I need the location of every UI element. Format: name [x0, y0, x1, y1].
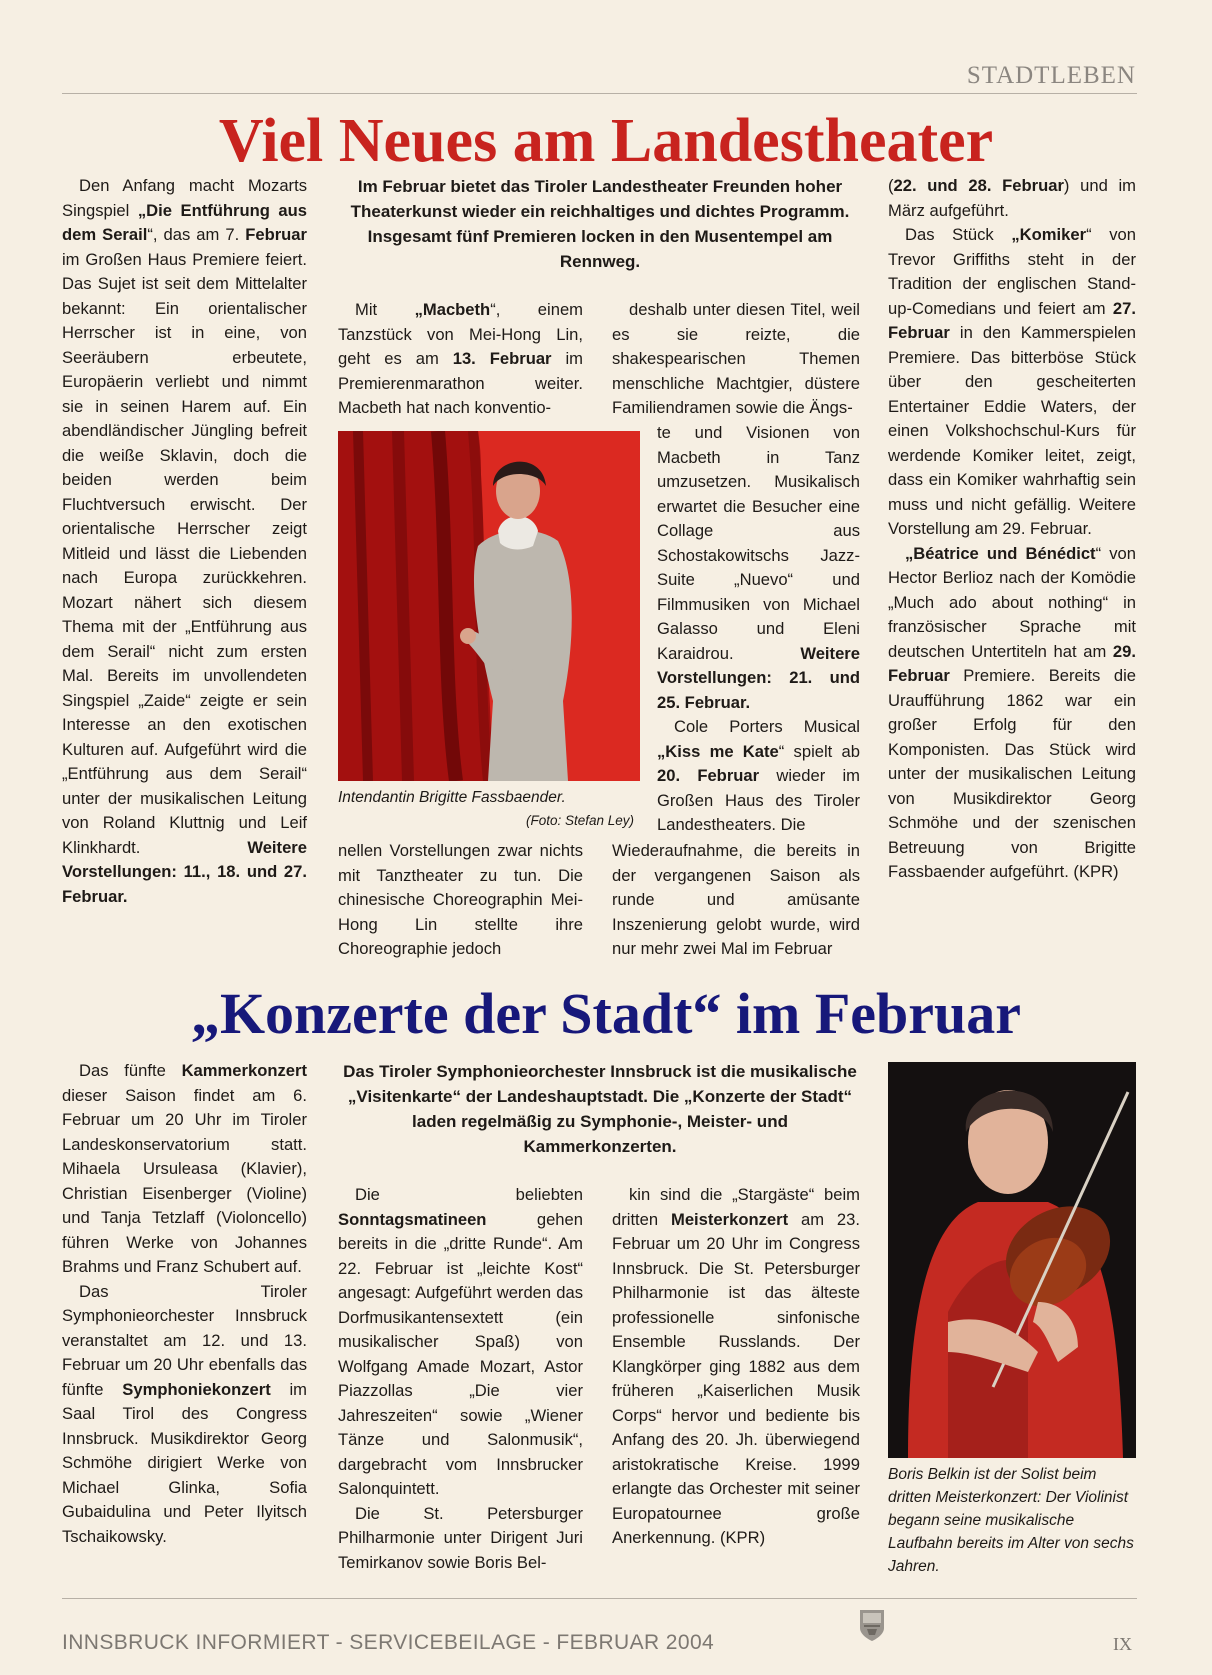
- paragraph: Cole Porters Musical „Kiss me Kate“ spielt ab 20. Februar wieder im Großen Haus des Tiroler Landestheaters. Die: [657, 717, 860, 834]
- article1-caption: Intendantin Brigitte Fassbaender.: [338, 789, 566, 806]
- article2-col3: [612, 1183, 860, 1551]
- paragraph: Mit „Macbeth“, einem Tanzstück von Mei-Hong Lin, geht es am 13. Februar im Premierenmarathon weiter. Macbeth hat nach konventio-: [338, 300, 583, 417]
- article1-headline: Viel Neues am Landestheater: [218, 107, 994, 175]
- paragraph: nellen Vorstellungen zwar nichts mit Tanztheater zu tun. Die chinesische Choreographin Mei-Hong Lin stellte ihre Choreographie jedoch: [338, 841, 583, 958]
- article1-col4: [888, 174, 1136, 885]
- paragraph: Das Tiroler Symphonieorchester Innsbruck veranstaltet am 12. und 13. Februar um 20 Uhr ebenfalls das fünfte Symphoniekonzert im Saal Tirol des Congress Innsbruck. Musikdirektor Georg Schmöhe dirigiert Werke von Michael Glinka, Sofia Gubaidulina und Peter Ilyitsch Tschaikowsky.: [62, 1281, 307, 1546]
- article1-col3-top: [612, 298, 860, 421]
- paragraph: (22. und 28. Februar) und im März aufgeführt.: [888, 176, 1136, 220]
- page-number: IX: [1113, 1634, 1132, 1654]
- paragraph: deshalb unter diesen Titel, weil es sie reizte, die shakespearischen Themen menschliche Machtgier, düstere Familiendramen sowie die Ängs-: [612, 300, 860, 417]
- paragraph: Den Anfang macht Mozarts Singspiel „Die Entführung aus dem Serail“, das am 7. Februar im Großen Haus Premiere feiert. Das Sujet ist seit dem Mittelalter bekannt: Ein orientalischer Herrscher ist in eine, von Seeräubern erbeutete, Europäerin verliebt und nimmt sie in seinen Harem auf. Ein abendländischer Jüngling befreit die weiße Sklavin, doch die beiden werden beim Fluchtversuch erwischt. Der orientalische Herrscher zeigt Mitleid und lässt die Liebenden nach Europa zurückkehren. Mozart nähert sich diesem Thema mit der „Entführung aus dem Serail“ nicht zum ersten Mal. Bereits im unvollendeten Singspiel „Zaide“ zeigte er sein Interesse an den exotischen Kulturen auf. Aufgeführt wird die „Entführung aus dem Serail“ unter der musikalischen Leitung von Roland Kluttnig und Leif Klinkhardt. Weitere Vorstellungen: 11., 18. und 27. Februar.: [62, 176, 307, 906]
- article1-col3-bottom: [612, 839, 860, 962]
- paragraph: kin sind die „Stargäste“ beim dritten Meisterkonzert am 23. Februar um 20 Uhr im Congress Innsbruck. Die St. Petersburger Philharmonie ist das älteste professionelle sinfonische Ensemble Russlands. Der Klangkörper ging 1882 aus dem früheren „Kaiserlichen Musik Corps“ hervor und bediente bis Anfang des 20. Jh. überwiegend aristokratische Kreise. 1999 erlangte das Orchester mit seiner Europatournee große Anerkennung. (KPR): [612, 1185, 860, 1547]
- article1-col2-top: [338, 298, 583, 421]
- paragraph: te und Visionen von Macbeth in Tanz umzusetzen. Musikalisch erwartet die Besucher eine Collage aus Schostakowitschs Jazz-Suite „Nuevo“ und Filmmusiken von Michael Galasso und Eleni Karaidrou. Weitere Vorstellungen: 21. und 25. Februar.: [657, 423, 860, 712]
- article1-col2-bottom: [338, 839, 583, 962]
- article1-col3-narrow: [657, 421, 860, 838]
- article2-headline: „Konzerte der Stadt“ im Februar: [190, 981, 1022, 1046]
- article2-caption: Boris Belkin ist der Solist beim dritten Meisterkonzert: Der Violinist begann seine musikalische Laufbahn bereits im Alter von sechs Jahren.: [888, 1466, 1134, 1575]
- footer-text: INNSBRUCK INFORMIERT - SERVICEBEILAGE - FEBRUAR 2004: [62, 1631, 715, 1654]
- paragraph: „Béatrice und Bénédict“ von Hector Berlioz nach der Komödie „Much ado about nothing“ in französischer Sprache mit deutschen Untertiteln hat am 29. Februar Premiere. Bereits die Uraufführung 1862 war ein großer Erfolg für den Komponisten. Das Stück wird unter der musikalischen Leitung von Musikdirektor Georg Schmöhe und der szenischen Betreuung von Brigitte Fassbaender aufgeführt. (KPR): [888, 543, 1137, 881]
- article1-col1: [62, 174, 307, 909]
- article2-col2: [338, 1183, 583, 1575]
- article1-photo-credit: (Foto: Stefan Ley): [526, 813, 635, 828]
- paragraph: Das Stück „Komiker“ von Trevor Griffiths steht in der Tradition der englischen Stand-up-Comedians und feiert am 27. Februar in den Kammerspielen Premiere. Das bitterböse Stück über den gescheiterten Entertainer Eddie Waters, der einen Volkshochschul-Kurs für werdende Komiker leitet, zeigt, dass ein Komiker wahrhaftig sein muss und nicht gefällig. Weitere Vorstellung am 29. Februar.: [888, 225, 1137, 538]
- paragraph: Die beliebten Sonntagsmatineen gehen bereits in die „dritte Runde“. Am 22. Februar ist „leichte Kost“ angesagt: Aufgeführt werden das Dorfmusikantensextett (ein musikalischer Spaß) von Wolfgang Amade Mozart, Astor Piazzollas „Die vier Jahreszeiten“ sowie „Wiener Tänze und Salonmusik“, dargebracht vom Innsbrucker Salonquintett.: [338, 1185, 583, 1498]
- paragraph: Wiederaufnahme, die bereits in der vergangenen Saison als runde und amüsante Inszenierung gelobt wurde, wird nur mehr zwei Mal im Februar: [612, 841, 860, 958]
- innsbruck-coat-of-arms-icon: [858, 1608, 886, 1642]
- belkin-photo: [888, 1062, 1136, 1458]
- paragraph: Die St. Petersburger Philharmonie unter Dirigent Juri Temirkanov sowie Boris Bel-: [338, 1503, 583, 1572]
- paragraph: Das fünfte Kammerkonzert dieser Saison findet am 6. Februar um 20 Uhr im Tiroler Landeskonservatorium statt. Mihaela Ursuleasa (Klavier), Christian Eisenberger (Violine) und Tanja Tetzlaff (Violoncello) führen Werke von Johannes Brahms und Franz Schubert auf.: [62, 1061, 307, 1276]
- section-label: STADTLEBEN: [966, 62, 1136, 89]
- article2-lead: Das Tiroler Symphonieorchester Innsbruck ist die musikalische „Visitenkarte“ der Landeshauptstadt. Die „Konzerte der Stadt“ laden regelmäßig zu Symphonie-, Meister- und Kammerkonzerten.: [343, 1062, 857, 1156]
- article2-col1: [62, 1059, 307, 1549]
- footer-rule: [62, 1598, 1137, 1599]
- header-rule: [62, 93, 1137, 94]
- article1-lead: Im Februar bietet das Tiroler Landestheater Freunden hoher Theaterkunst wieder ein reichhaltiges und dichtes Programm. Insgesamt fünf Premieren locken in den Musentempel am Rennweg.: [350, 177, 850, 271]
- fassbaender-photo: [338, 431, 640, 781]
